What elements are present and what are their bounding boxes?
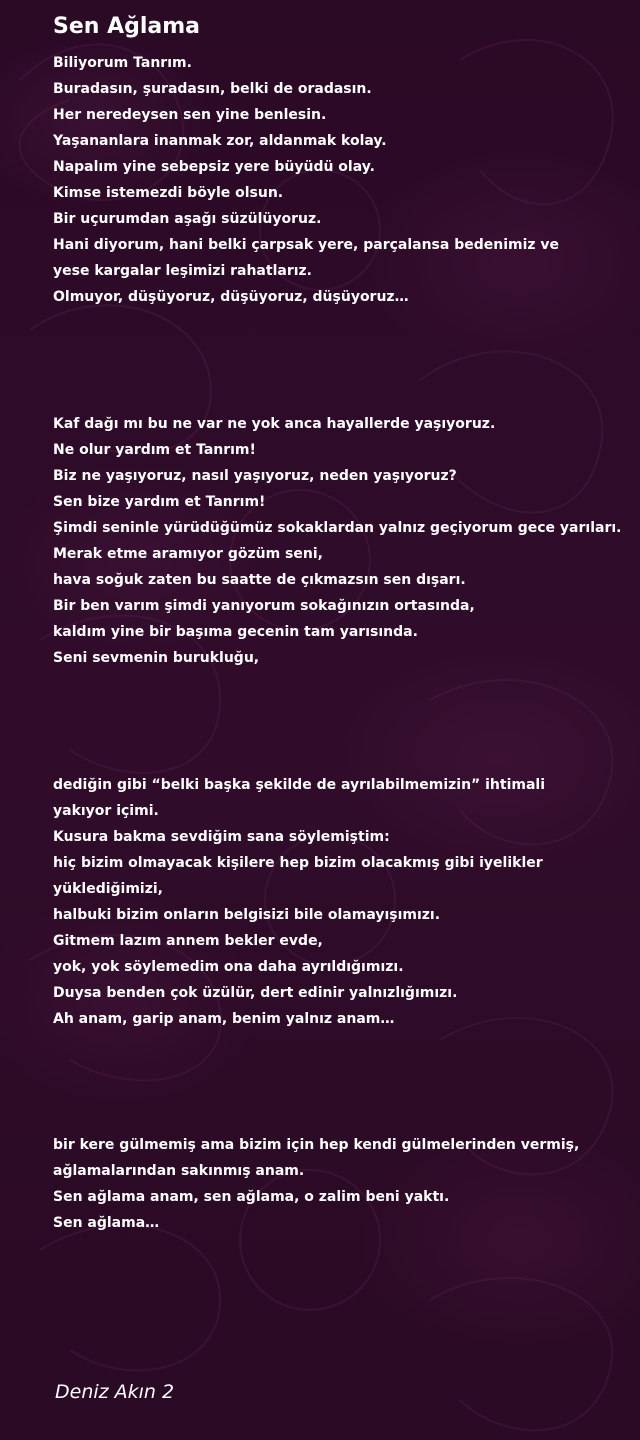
poem-line: Napalım yine sebepsiz yere büyüdü olay. <box>53 159 375 175</box>
poem-line: Merak etme aramıyor gözüm seni, <box>53 546 323 562</box>
poem-line: hiç bizim olmayacak kişilere hep bizim olacakmış gibi iyelikler <box>53 855 543 871</box>
poem-line: dediğin gibi “belki başka şekilde de ayrılabilmemizin” ihtimali <box>53 777 546 793</box>
poem-line: yakıyor içimi. <box>53 803 159 819</box>
poem-line: Her neredeysen sen yine benlesin. <box>53 107 327 123</box>
poem-line: Yaşananlara inanmak zor, aldanmak kolay. <box>53 133 387 149</box>
poem-line: Ah anam, garip anam, benim yalnız anam… <box>53 1011 395 1027</box>
stanza-2 <box>53 411 622 671</box>
poem-line: Bir uçurumdan aşağı süzülüyoruz. <box>53 211 322 227</box>
stanza-4 <box>53 1132 613 1236</box>
poem-line: Olmuyor, düşüyoruz, düşüyoruz, düşüyoruz… <box>53 289 409 305</box>
poem-line: Sen ağlama anam, sen ağlama, o zalim beni yaktı. <box>53 1189 450 1205</box>
poem-line: kaldım yine bir başıma gecenin tam yarısında. <box>53 624 418 640</box>
poem-line: Duysa benden çok üzülür, dert edinir yalnızlığımızı. <box>53 985 458 1001</box>
poem-line: Bir ben varım şimdi yanıyorum sokağınızın ortasında, <box>53 598 475 614</box>
poem-line: yok, yok söylemedim ona daha ayrıldığımızı. <box>53 959 404 975</box>
stanza-3 <box>53 772 613 1032</box>
poem-line: Biz ne yaşıyoruz, nasıl yaşıyoruz, neden yaşıyoruz? <box>53 468 457 484</box>
poem-title: Sen Ağlama <box>53 14 201 39</box>
poem-line: Sen bize yardım et Tanrım! <box>53 494 266 510</box>
poem-line: Şimdi seninle yürüdüğümüz sokaklardan yalnız geçiyorum gece yarıları. <box>53 520 622 536</box>
poem-line: Gitmem lazım annem bekler evde, <box>53 933 323 949</box>
poem-line: hava soğuk zaten bu saatte de çıkmazsın sen dışarı. <box>53 572 466 588</box>
poem-line: Kusura bakma sevdiğim sana söylemiştim: <box>53 829 390 845</box>
poem-line: Biliyorum Tanrım. <box>53 55 192 71</box>
poem-line: halbuki bizim onların belgisizi bile olamayışımızı. <box>53 907 441 923</box>
poem-line: Ne olur yardım et Tanrım! <box>53 442 256 458</box>
poem-line: Kaf dağı mı bu ne var ne yok anca hayallerde yaşıyoruz. <box>53 416 496 432</box>
poem-line: bir kere gülmemiş ama bizim için hep kendi gülmelerinden vermiş, <box>53 1137 580 1153</box>
poem-line: Hani diyorum, hani belki çarpsak yere, parçalansa bedenimiz ve <box>53 237 560 253</box>
poem-author: Deniz Akın 2 <box>55 1381 175 1403</box>
poem-line: yüklediğimizi, <box>53 881 163 897</box>
poem-line: Buradasın, şuradasın, belki de oradasın. <box>53 81 372 97</box>
poem-line: ağlamalarından sakınmış anam. <box>53 1163 305 1179</box>
poem-line: Kimse istemezdi böyle olsun. <box>53 185 284 201</box>
poem-line: Seni sevmenin burukluğu, <box>53 650 260 666</box>
poem-line: Sen ağlama… <box>53 1215 160 1231</box>
poem-line: yese kargalar leşimizi rahatlarız. <box>53 263 312 279</box>
stanza-1 <box>53 50 613 310</box>
